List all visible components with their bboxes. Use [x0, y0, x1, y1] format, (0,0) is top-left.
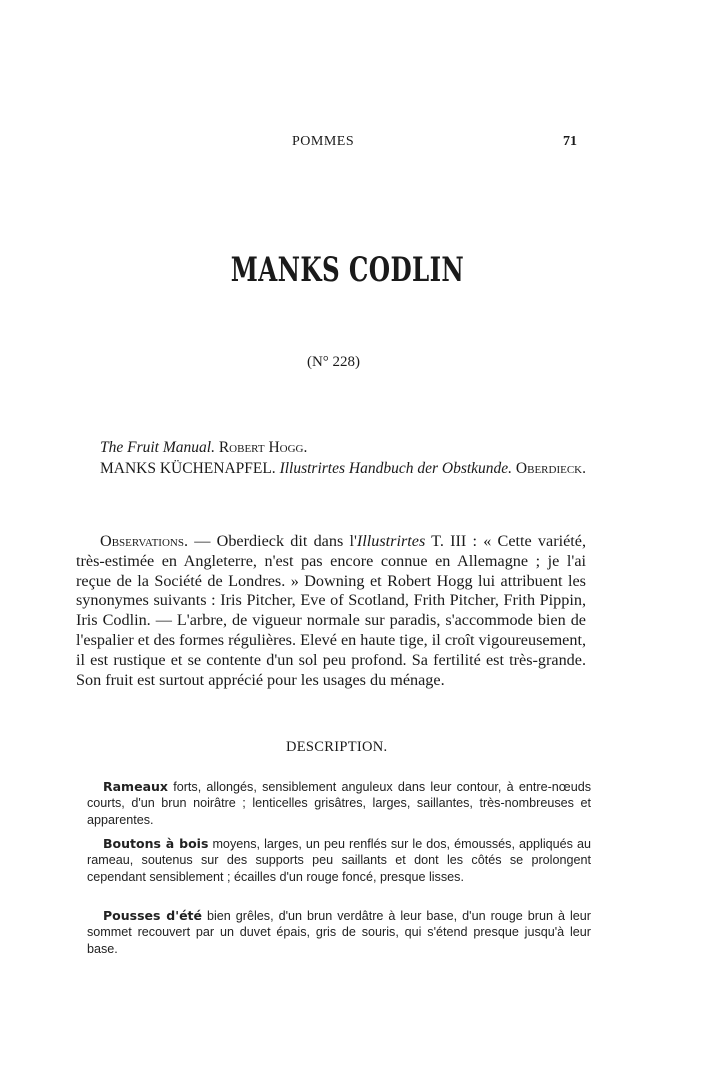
bibliography-author: Robert Hogg. — [218, 439, 308, 456]
bibliography-title: The Fruit Manual. — [100, 439, 215, 456]
catalogue-number: (N° 228) — [306, 354, 361, 370]
description-heading: DESCRIPTION. — [286, 739, 388, 755]
bibliography-entry-2 — [76, 458, 606, 479]
observations-paragraph — [76, 532, 586, 690]
description-text: bien grêles, d'un brun verdâtre à leur base, d'un rouge brun à leur sommet recouvert par un duvet épais, gris de souris, qui s'étend presque jusqu'à leur base. — [87, 909, 591, 956]
main-title: MANKS CODLIN — [230, 250, 465, 290]
page-number: 71 — [563, 134, 577, 149]
running-head — [0, 134, 707, 154]
description-lead: Boutons à bois — [103, 836, 209, 851]
description-paragraph — [87, 836, 591, 885]
description-lead: Rameaux — [103, 779, 168, 794]
description-paragraph — [87, 908, 591, 957]
observations-text-2: T. III : « Cette variété, très-estimée en Angleterre, n'est pas encore connue en Allemagne ; je l'ai reçue de la Société de Londres. » Downing et Robert Hogg lui attribuent les synonymes suivants : Iris Pitcher, Eve of Scotland, Frith Pitcher, Frith Pippin, Iris Codlin. — L'arbre, de vigueur normale sur paradis, s'accommode bien de l'espalier et des formes régulières. Elevé en haute tige, il croît vigoureusement, il est rustique et se contente d'un sol peu profond. Sa fertilité est très-grande. Son fruit est surtout apprécié pour les usages du ménage. — [76, 532, 586, 689]
observations-italic-ref: Illustrirtes — [356, 532, 426, 550]
bibliography-author: Oberdieck. — [515, 460, 586, 477]
description-paragraph — [87, 779, 591, 828]
running-head-title: POMMES — [292, 134, 355, 149]
observations-label: Observations. — [100, 532, 189, 550]
bibliography-title: Illustrirtes Handbuch der Obstkunde. — [279, 460, 513, 477]
description-text: forts, allongés, sensiblement anguleux dans leur contour, à entre-nœuds courts, d'un brun noirâtre ; lenticelles grisâtres, larges, saillantes, très-nombreuses et apparentes. — [87, 780, 591, 827]
bibliography-entry-1 — [76, 437, 606, 458]
bibliography-name: MANKS KÜCHENAPFEL. — [100, 460, 276, 477]
description-text: moyens, larges, un peu renflés sur le dos, émoussés, appliqués au rameau, soutenus sur des supports peu saillants et dont les côtés se prolongent cependant sensiblement ; écailles d'un rouge foncé, presque lisses. — [87, 837, 591, 884]
description-lead: Pousses d'été — [103, 908, 202, 923]
observations-text-1: — Oberdieck dit dans l' — [188, 532, 357, 550]
